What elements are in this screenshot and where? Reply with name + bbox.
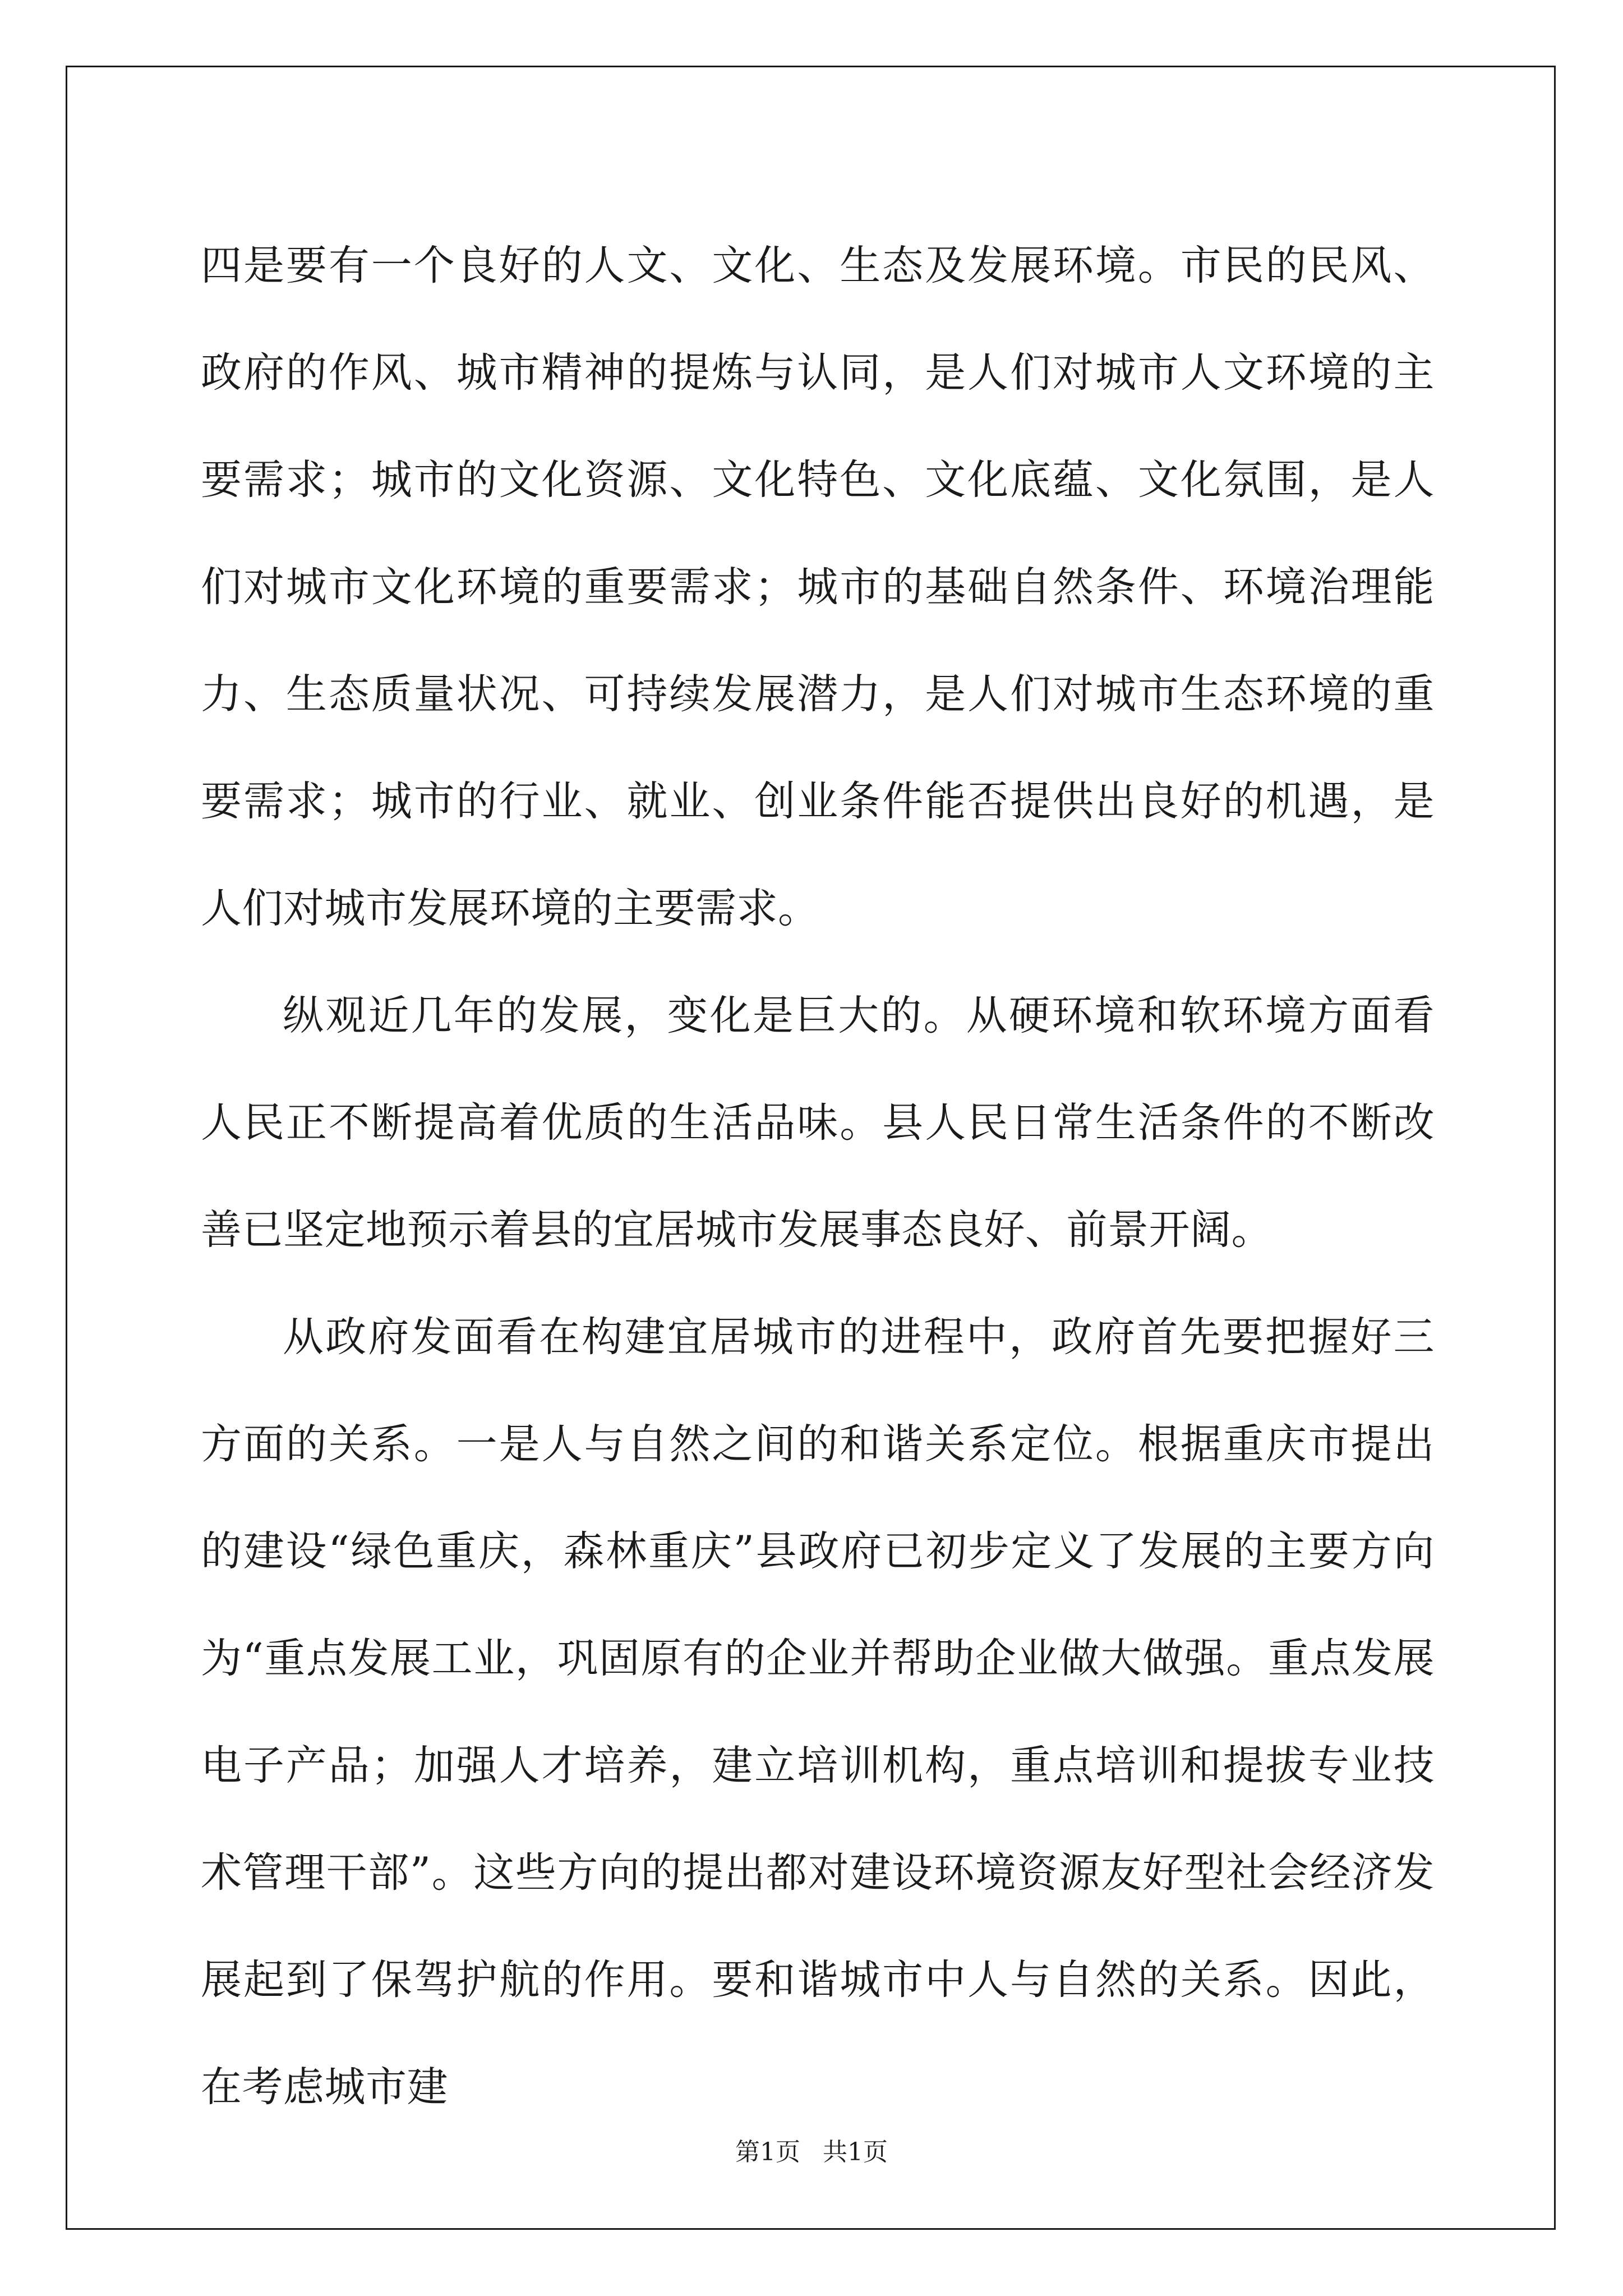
page-total: 共1页	[823, 2138, 888, 2166]
paragraph-3: 从政府发面看在构建宜居城市的进程中，政府首先要把握好三方面的关系。一是人与自然之间的和谐关系定位。根据重庆市提出的建设“绿色重庆，森林重庆”县政府已初步定义了发展的主要方向为“重点发展工业，巩固原有的企业并帮助企业做大做强。重点发展电子产品；加强人才培养，建立培训机构，重点培训和提拔专业技术管理干部”。这些方向的提出都对建设环境资源友好型社会经济发展起到了保驾护航的作用。要和谐城市中人与自然的关系。因此，在考虑城市建	[201, 1313, 1435, 2111]
page-footer	[0, 2132, 1623, 2168]
paragraph-2: 纵观近几年的发展，变化是巨大的。从硬环境和软环境方面看人民正不断提高着优质的生活品味。县人民日常生活条件的不断改善已坚定地预示着县的宜居城市发展事态良好、前景开阔。	[201, 992, 1435, 1254]
page-number: 第1页	[735, 2138, 800, 2166]
document-body	[201, 212, 1435, 2141]
paragraph-1: 四是要有一个良好的人文、文化、生态及发展环境。市民的民风、政府的作风、城市精神的提炼与认同，是人们对城市人文环境的主要需求；城市的文化资源、文化特色、文化底蕴、文化氛围，是人们对城市文化环境的重要需求；城市的基础自然条件、环境治理能力、生态质量状况、可持续发展潜力，是人们对城市生态环境的重要需求；城市的行业、就业、创业条件能否提供出良好的机遇，是人们对城市发展环境的主要需求。	[201, 242, 1435, 932]
